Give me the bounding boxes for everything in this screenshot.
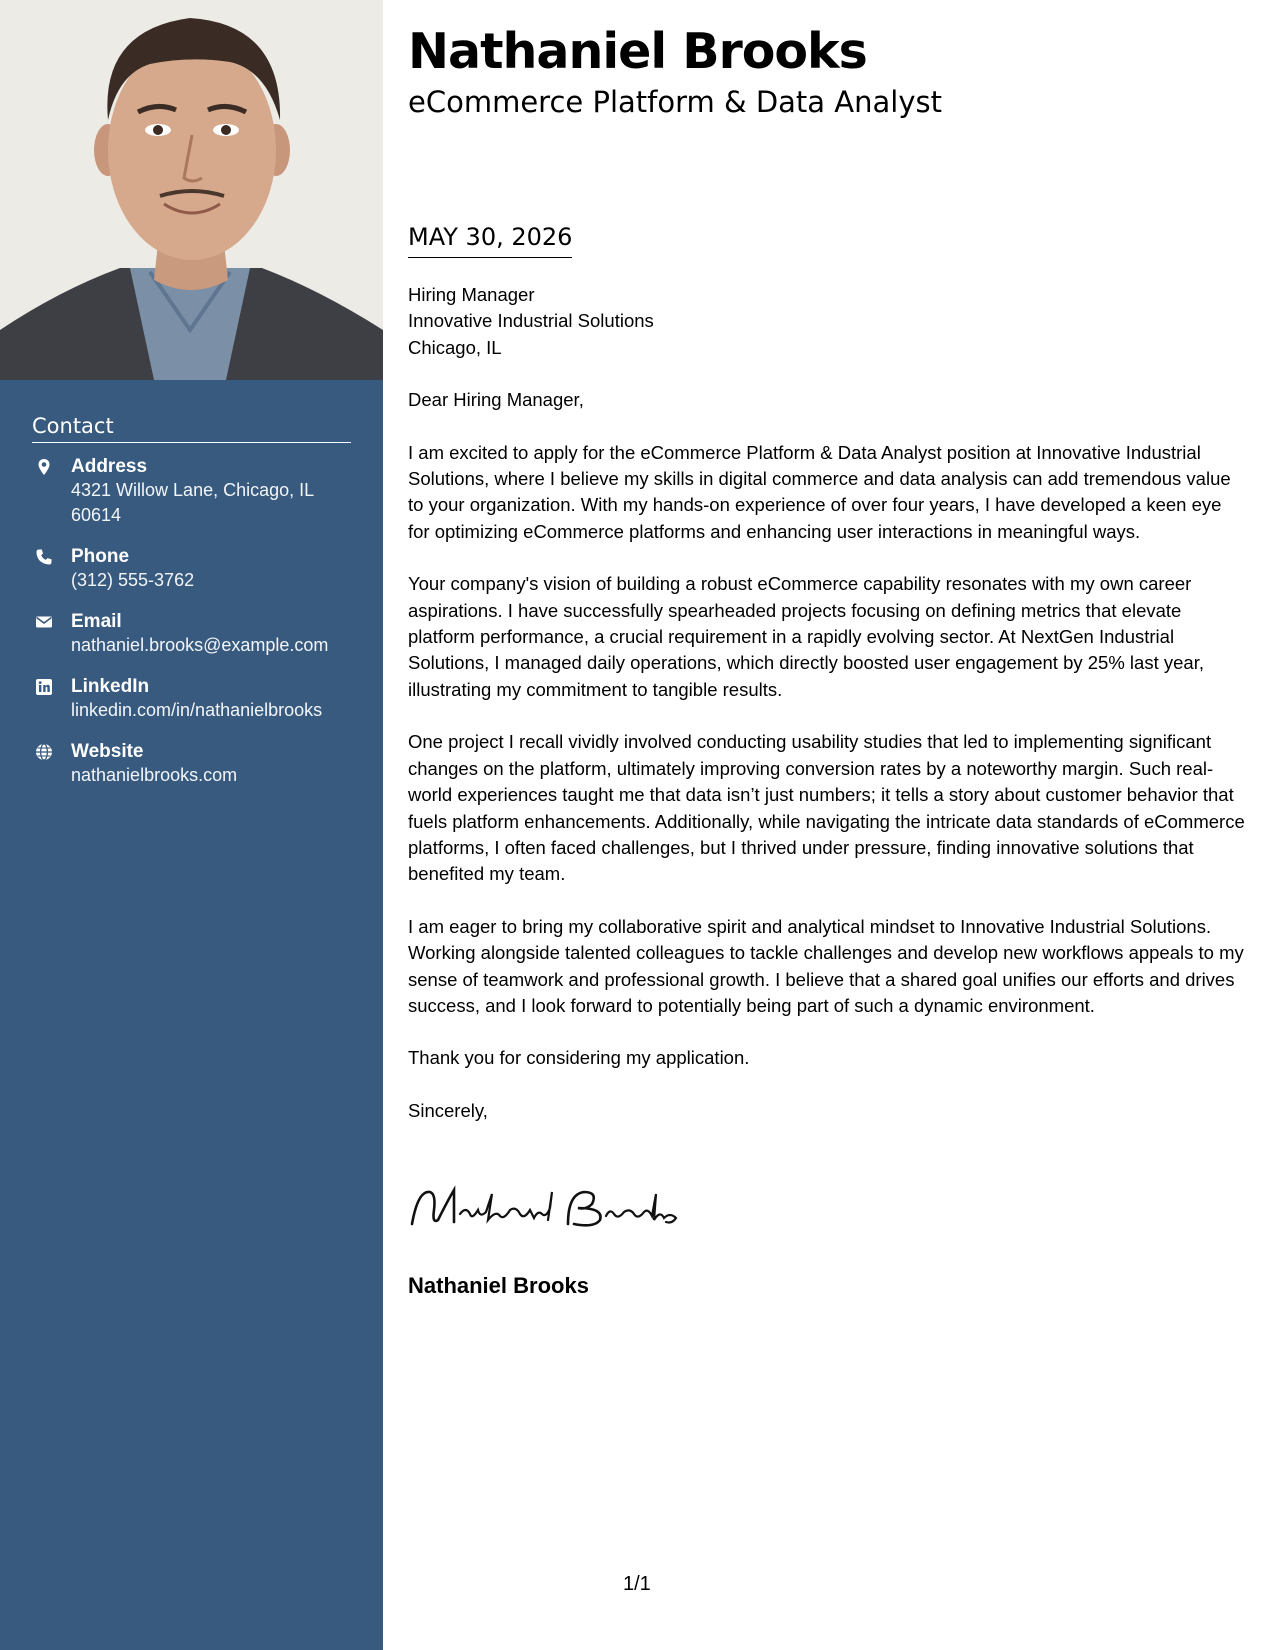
phone-value: (312) 555-3762 bbox=[71, 570, 195, 590]
profile-photo bbox=[0, 0, 383, 380]
contact-address bbox=[32, 455, 351, 528]
sidebar bbox=[0, 0, 383, 1650]
envelope-icon bbox=[35, 613, 53, 631]
phone-icon bbox=[35, 548, 53, 566]
recipient-line: Hiring Manager bbox=[408, 284, 535, 305]
linkedin-value[interactable]: linkedin.com/in/nathanielbrooks bbox=[71, 700, 323, 720]
handwritten-signature bbox=[408, 1180, 688, 1240]
body-paragraph: Thank you for considering my application. bbox=[408, 1047, 750, 1069]
linkedin-label: LinkedIn bbox=[71, 676, 150, 697]
linkedin-icon bbox=[35, 678, 53, 696]
contact-heading: Contact bbox=[32, 413, 351, 443]
website-label: Website bbox=[71, 741, 144, 762]
address-value: 4321 Willow Lane, Chicago, IL 60614 bbox=[71, 480, 314, 525]
page-number: 1/1 bbox=[623, 1573, 651, 1595]
signed-name: Nathaniel Brooks bbox=[408, 1273, 589, 1298]
body-paragraph: Your company's vision of building a robust eCommerce capability resonates with my own career aspirations. I have successfully spearheaded projects focusing on defining metrics that elevate platform performance, a crucial requirement in a rapidly evolving sector. At NextGen Industrial Solutions, I managed daily operations, which directly boosted user engagement by 25% last year, illustrating my commitment to tangible results. bbox=[408, 573, 1204, 700]
email-value[interactable]: nathaniel.brooks@example.com bbox=[71, 635, 329, 655]
recipient-line: Innovative Industrial Solutions bbox=[408, 310, 654, 332]
email-label: Email bbox=[71, 611, 122, 632]
globe-icon bbox=[35, 743, 53, 761]
body-paragraph: I am excited to apply for the eCommerce Platform & Data Analyst position at Innovative Industrial Solutions, where I believe my skills in digital commerce and data analysis can add tremendous value to your organization. With my hands-on experience of over four years, I have developed a keen eye for optimizing eCommerce platforms and enhancing user interactions in meaningful ways. bbox=[408, 441, 1231, 542]
map-pin-icon bbox=[35, 458, 53, 476]
letter-body bbox=[408, 282, 1248, 1150]
recipient-line: Chicago, IL bbox=[408, 336, 502, 358]
website-value[interactable]: nathanielbrooks.com bbox=[71, 765, 238, 785]
contact-section bbox=[32, 413, 351, 805]
recipient-block bbox=[408, 282, 1248, 361]
body-paragraph: I am eager to bring my collaborative spirit and analytical mindset to Innovative Industrial Solutions. Working alongside talented colleagues to tackle challenges and develop new workflows appeals to my sense of teamwork and professional growth. I believe that a shared goal unifies our efforts and drives success, and I look forward to potentially being part of such a dynamic environment. bbox=[408, 915, 1244, 1016]
portrait-illustration bbox=[0, 0, 383, 380]
contact-phone bbox=[32, 545, 351, 593]
letter-date: MAY 30, 2026 bbox=[408, 222, 572, 258]
applicant-role: eCommerce Platform & Data Analyst bbox=[408, 85, 942, 119]
address-label: Address bbox=[71, 456, 148, 477]
salutation: Dear Hiring Manager, bbox=[408, 389, 584, 411]
contact-website bbox=[32, 740, 351, 788]
applicant-name: Nathaniel Brooks bbox=[408, 23, 867, 80]
closing: Sincerely, bbox=[408, 1099, 488, 1121]
contact-linkedin bbox=[32, 675, 351, 723]
contact-email bbox=[32, 610, 351, 658]
body-paragraph: One project I recall vividly involved conducting usability studies that led to implementing significant changes on the platform, ultimately improving conversion rates by a noteworthy margin. Such real-world experiences taught me that data isn’t just numbers; it tells a story about customer behavior that fuels platform enhancements. Additionally, while navigating the intricate data standards of eCommerce platforms, I often faced challenges, but I thrived under pressure, finding innovative solutions that benefited my team. bbox=[408, 731, 1245, 885]
phone-label: Phone bbox=[71, 546, 130, 567]
